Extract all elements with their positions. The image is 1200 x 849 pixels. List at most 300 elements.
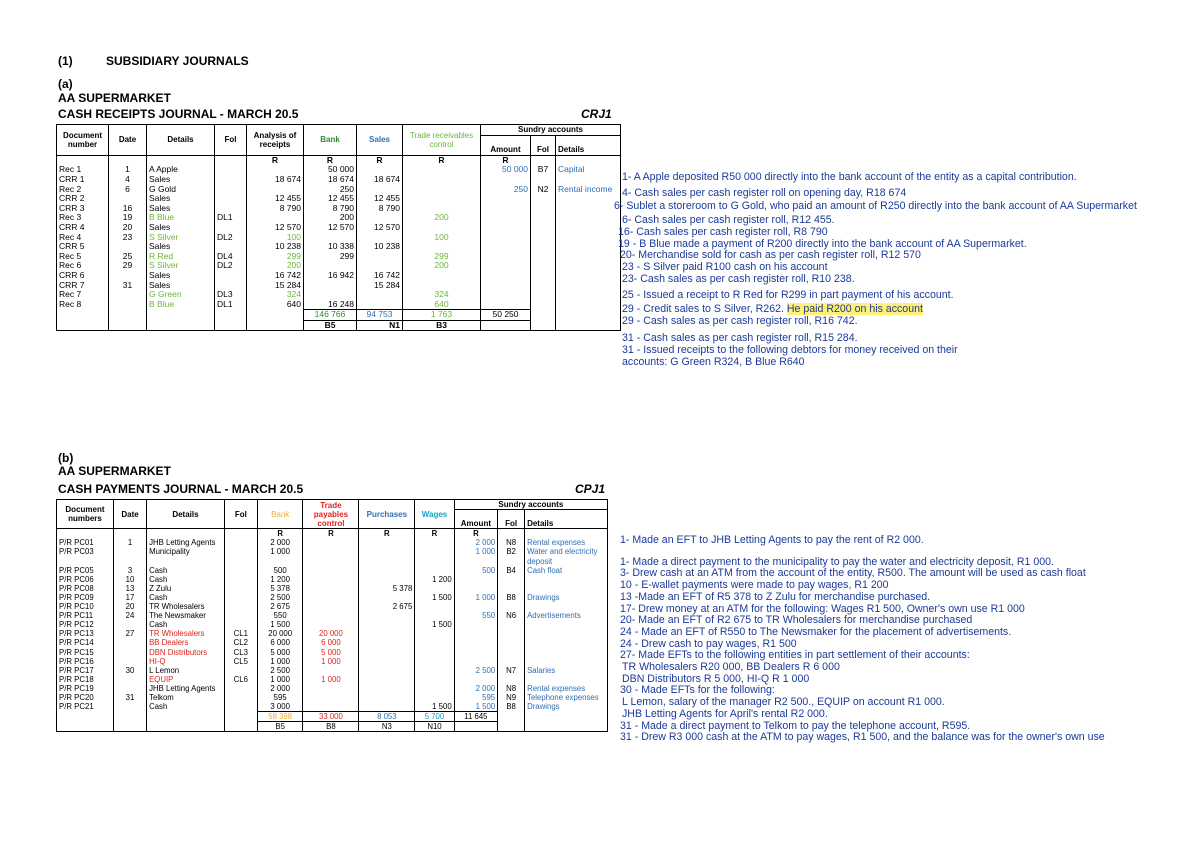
part-b-company: AA SUPERMARKET [58, 464, 171, 478]
cell-purchases: 2 675 [359, 602, 415, 611]
cell-date [113, 702, 146, 712]
cell-sales [357, 185, 403, 195]
cell-details: Cash [147, 620, 225, 629]
cell-date: 24 [113, 611, 146, 620]
crj-header-sdetails: Details [556, 145, 621, 155]
cell-trade [403, 194, 481, 204]
cpj-folio-purchases: N3 [359, 722, 415, 732]
cell-bank [257, 557, 303, 566]
cell-trade [303, 547, 359, 556]
cell-bank: 1 200 [257, 575, 303, 584]
cell-doc: P/R PC13 [59, 629, 94, 639]
cell-trade: 1 000 [303, 657, 359, 666]
table-row [57, 213, 621, 223]
cell-details: Sales [147, 204, 215, 214]
cell-date: 16 [109, 204, 147, 214]
cell-sdetails: Capital [556, 165, 621, 175]
cell-date: 30 [113, 666, 146, 675]
cell-sfol [531, 300, 556, 310]
cell-sales: 16 742 [357, 271, 403, 281]
cell-doc: P/R PC05 [59, 565, 94, 575]
table-row [57, 611, 608, 620]
currency-label: R [303, 529, 359, 539]
cell-sdetails: Telephone expenses [525, 693, 608, 702]
cell-bank [304, 233, 357, 243]
table-row [57, 290, 621, 300]
currency-label: R [357, 155, 403, 165]
cell-amount [481, 223, 531, 233]
cell-doc: Rec 6 [59, 261, 82, 271]
cell-wages: 1 200 [415, 575, 454, 584]
cell-bank: 2 500 [257, 666, 303, 675]
note-line: DBN Distributors R 5 000, HI-Q R 1 000 [622, 672, 810, 685]
crj-total-sales: 94 753 [357, 310, 403, 321]
cell-trade [403, 271, 481, 281]
note-line: 25 - Issued a receipt to R Red for R299 in part payment of his account. [622, 289, 954, 302]
cell-date: 25 [109, 252, 147, 262]
cell-date: 31 [109, 281, 147, 291]
note-line: 4- Cash sales per cash register roll on opening day, R18 674 [622, 186, 907, 199]
cell-bank: 5 378 [257, 584, 303, 593]
cell-bank: 2 500 [257, 593, 303, 602]
table-row [57, 566, 608, 575]
part-a-journal-code: CRJ1 [581, 107, 612, 121]
note-line: 6- Sublet a storeroom to G Gold, who paid an amount of R250 directly into the bank account of AA Supermarket [614, 200, 1137, 213]
cell-wages [415, 584, 454, 593]
cpj-total-bank: 58 398 [257, 712, 303, 722]
cell-fol [224, 693, 257, 702]
cpj-folio-trade: B8 [303, 722, 359, 732]
cell-sales: 12 455 [357, 194, 403, 204]
cell-amount: 500 [454, 566, 497, 575]
cell-details: A Apple [147, 165, 215, 175]
cell-doc: P/R PC09 [59, 592, 94, 602]
cpj-header-purchases: Purchases [359, 500, 415, 529]
cell-sdetails [556, 204, 621, 214]
cpj-total-amount: 11 645 [454, 712, 497, 722]
cell-date [113, 648, 146, 657]
cell-date: 29 [109, 261, 147, 271]
cell-trade: 20 000 [303, 629, 359, 638]
cell-details [147, 557, 225, 566]
cell-fol [215, 175, 247, 185]
cell-bank: 18 674 [304, 175, 357, 185]
cell-wages: 1 500 [415, 702, 454, 712]
cell-sdetails: Water and electricity [525, 547, 608, 556]
cell-bank: 595 [257, 693, 303, 702]
cell-sdetails: Drawings [525, 702, 608, 712]
cell-sfol [498, 584, 525, 593]
currency-label: R [481, 155, 531, 165]
cell-trade [303, 575, 359, 584]
note-line: 19 - B Blue made a payment of R200 directly into the bank account of AA Supermarket. [618, 237, 1027, 250]
cell-bank: 500 [257, 566, 303, 575]
note-line: JHB Letting Agents for April's rental R2 000. [622, 707, 828, 720]
cell-trade [303, 611, 359, 620]
cell-details: B Blue [147, 300, 215, 310]
cell-sfol [531, 223, 556, 233]
crj-total-amount: 50 250 [481, 310, 531, 321]
cell-sfol: N8 [498, 538, 525, 547]
cell-wages [415, 666, 454, 675]
cell-trade [403, 165, 481, 175]
cell-details: JHB Letting Agents [147, 684, 225, 693]
currency-label: R [454, 529, 497, 539]
note-line: 10 - E-wallet payments were made to pay wages, R1 200 [620, 579, 889, 592]
cell-amount [454, 602, 497, 611]
cell-fol: DL2 [215, 233, 247, 243]
cell-wages: 1 500 [415, 620, 454, 629]
cell-sfol: N8 [498, 684, 525, 693]
cell-sdetails [556, 233, 621, 243]
cell-date: 1 [109, 165, 147, 175]
cell-details: Sales [147, 271, 215, 281]
note-line: 31 - Made a direct payment to Telkom to pay the telephone account, R595. [620, 719, 971, 732]
cell-date [109, 271, 147, 281]
cell-analysis: 100 [247, 233, 304, 243]
cell-date: 27 [113, 629, 146, 638]
cell-trade: 200 [403, 213, 481, 223]
crj-header-bank: Bank [304, 125, 357, 156]
cell-purchases [359, 593, 415, 602]
cell-wages: 1 500 [415, 593, 454, 602]
cell-date [113, 684, 146, 693]
cell-trade [303, 584, 359, 593]
cell-analysis: 15 284 [247, 281, 304, 291]
cell-wages [415, 538, 454, 547]
cell-fol: CL6 [224, 675, 257, 684]
cell-date: 23 [109, 233, 147, 243]
cell-date [113, 620, 146, 629]
cash-payments-journal-table [56, 499, 608, 732]
cell-trade [303, 684, 359, 693]
cell-doc: P/R PC12 [59, 620, 94, 630]
crj-header-trade: Trade receivables control [403, 125, 481, 156]
note-line: 31 - Cash sales as per cash register roll, R15 284. [622, 332, 858, 345]
cell-purchases [359, 538, 415, 547]
cpj-header-date: Date [113, 500, 146, 529]
cell-fol: DL4 [215, 252, 247, 262]
cell-details: L Lemon [147, 666, 225, 675]
cell-details: Sales [147, 194, 215, 204]
crj-header-sales: Sales [357, 125, 403, 156]
cell-sales [357, 261, 403, 271]
cell-wages [415, 684, 454, 693]
table-row [57, 261, 621, 271]
cell-bank: 5 000 [257, 648, 303, 657]
cell-trade [403, 242, 481, 252]
cell-details: TR Wholesalers [147, 602, 225, 611]
cell-sfol [531, 242, 556, 252]
table-row [57, 252, 621, 262]
cell-sdetails [556, 281, 621, 291]
cell-amount [454, 620, 497, 629]
cell-details: G Gold [147, 185, 215, 195]
cell-bank: 16 248 [304, 300, 357, 310]
note-line: 13 -Made an EFT of R5 378 to Z Zulu for merchandise purchased. [620, 590, 931, 603]
cell-sdetails [556, 175, 621, 185]
cpj-header-details: Details [147, 500, 225, 529]
cell-doc: CRR 1 [59, 174, 85, 184]
cell-doc: Rec 8 [59, 299, 82, 309]
crj-header-fol: Fol [215, 125, 247, 156]
crj-total-bank: 146 766 [304, 310, 357, 321]
table-row [57, 602, 608, 611]
cell-purchases [359, 547, 415, 556]
cell-sales: 10 238 [357, 242, 403, 252]
cell-sdetails [556, 223, 621, 233]
cell-amount: 50 000 [481, 165, 531, 175]
cell-date: 19 [109, 213, 147, 223]
cell-date [109, 242, 147, 252]
cell-amount [454, 584, 497, 593]
cell-trade [303, 538, 359, 547]
cell-sfol [498, 638, 525, 647]
cell-doc: CRR 2 [59, 194, 85, 204]
cell-sfol [498, 620, 525, 629]
cell-sales [357, 300, 403, 310]
table-row [57, 675, 608, 684]
cell-doc: CRR 3 [59, 203, 85, 213]
cell-amount [454, 575, 497, 584]
cell-fol: DL1 [215, 213, 247, 223]
cell-sfol: B4 [498, 566, 525, 575]
cpj-header-doc: Document numbers [65, 505, 105, 524]
cell-trade [303, 693, 359, 702]
cell-sfol [531, 281, 556, 291]
cell-trade [403, 185, 481, 195]
cell-sfol: B2 [498, 547, 525, 556]
cell-purchases: 5 378 [359, 584, 415, 593]
cell-sales [357, 252, 403, 262]
cell-sdetails [556, 261, 621, 271]
cell-doc: P/R PC20 [59, 692, 94, 702]
cell-wages [415, 638, 454, 647]
cell-amount [481, 290, 531, 300]
cpj-folio-bank: B5 [257, 722, 303, 732]
cell-bank: 1 000 [257, 657, 303, 666]
note-line [622, 304, 1137, 316]
cell-purchases [359, 702, 415, 712]
cell-date: 31 [113, 693, 146, 702]
cell-bank: 2 000 [257, 538, 303, 547]
cell-analysis: 10 238 [247, 242, 304, 252]
note-line: 16- Cash sales per cash register roll, R8 790 [618, 225, 828, 238]
cell-doc: CRR 6 [59, 270, 85, 280]
cell-analysis: 16 742 [247, 271, 304, 281]
note-line: TR Wholesalers R20 000, BB Dealers R 6 000 [622, 661, 840, 674]
cell-details: Z Zulu [147, 584, 225, 593]
cell-doc: P/R PC17 [59, 665, 94, 675]
note-line: 31 - Drew R3 000 cash at the ATM to pay wages, R1 500, and the balance was for the owner's own use [620, 731, 1105, 744]
crj-header-date: Date [109, 125, 147, 156]
cpj-total-wages: 5 700 [415, 712, 454, 722]
table-row [57, 223, 621, 233]
currency-label: R [415, 529, 454, 539]
cell-amount [481, 271, 531, 281]
table-row [57, 233, 621, 243]
cell-fol [215, 271, 247, 281]
crj-notes [614, 171, 1137, 369]
cell-bank: 1 000 [257, 547, 303, 556]
cell-sdetails [525, 584, 608, 593]
crj-header-sundry: Sundry accounts [481, 125, 621, 136]
note-line: 1- A Apple deposited R50 000 directly into the bank account of the entity as a capital contribution. [622, 171, 1077, 183]
cell-doc: P/R PC18 [59, 674, 94, 684]
cell-bank: 3 000 [257, 702, 303, 712]
cell-wages [415, 566, 454, 575]
cell-trade: 299 [403, 252, 481, 262]
cell-sdetails [556, 194, 621, 204]
cell-details: Municipality [147, 547, 225, 556]
cpj-total-purchases: 8 053 [359, 712, 415, 722]
cell-trade: 5 000 [303, 648, 359, 657]
cell-bank: 12 455 [304, 194, 357, 204]
cell-fol [215, 281, 247, 291]
cpj-header-fol: Fol [224, 500, 257, 529]
cell-details: JHB Letting Agents [147, 538, 225, 547]
cell-fol: DL1 [215, 300, 247, 310]
cell-amount: 2 500 [454, 666, 497, 675]
table-row [57, 165, 621, 175]
cell-doc: P/R PC06 [59, 574, 94, 584]
cell-sdetails: Rental expenses [525, 684, 608, 693]
table-row [57, 185, 621, 195]
cell-sales: 18 674 [357, 175, 403, 185]
cell-date [113, 547, 146, 556]
cell-purchases [359, 638, 415, 647]
cell-sdetails [525, 675, 608, 684]
note-line: 1- Made a direct payment to the municipality to pay the water and electricity deposit, R1 000. [620, 555, 1054, 568]
cell-sdetails [525, 629, 608, 638]
cell-fol: DL3 [215, 290, 247, 300]
note-line: 30 - Made EFTs for the following: [620, 684, 775, 697]
cell-analysis: 324 [247, 290, 304, 300]
cell-fol: CL5 [224, 657, 257, 666]
cell-fol [215, 223, 247, 233]
currency-label: R [403, 155, 481, 165]
cell-fol [224, 557, 257, 566]
cell-sfol [531, 252, 556, 262]
cpj-header-amount: Amount [454, 519, 497, 529]
cell-bank: 8 790 [304, 204, 357, 214]
cell-bank: 1 500 [257, 620, 303, 629]
cell-doc: Rec 4 [59, 232, 82, 242]
cell-date [113, 675, 146, 684]
cell-date: 20 [109, 223, 147, 233]
cell-wages [415, 693, 454, 702]
cell-doc: P/R PC11 [59, 611, 94, 621]
cell-purchases [359, 557, 415, 566]
cell-doc: Rec 5 [59, 251, 82, 261]
crj-folio-trade: B3 [403, 320, 481, 331]
cell-doc: P/R PC16 [59, 656, 94, 666]
note-line: 20- Made an EFT of R2 675 to TR Wholesalers for merchandise purchased [620, 614, 973, 627]
table-row [57, 204, 621, 214]
cell-sfol: N7 [498, 666, 525, 675]
cpj-notes [620, 535, 1105, 744]
cell-trade [303, 566, 359, 575]
cell-sales [357, 233, 403, 243]
cell-sfol [498, 575, 525, 584]
cell-sdetails [556, 300, 621, 310]
cell-doc: CRR 4 [59, 222, 85, 232]
cell-sales: 8 790 [357, 204, 403, 214]
cell-trade: 6 000 [303, 638, 359, 647]
cell-sdetails [525, 638, 608, 647]
cell-trade [303, 620, 359, 629]
cpj-total-trade: 33 000 [303, 712, 359, 722]
part-a-company: AA SUPERMARKET [58, 91, 171, 105]
cell-sdetails [525, 575, 608, 584]
cell-amount: 550 [454, 611, 497, 620]
crj-header-details: Details [147, 125, 215, 156]
cell-fol [215, 242, 247, 252]
cell-doc: CRR 5 [59, 242, 85, 252]
cell-purchases [359, 693, 415, 702]
cell-purchases [359, 666, 415, 675]
cell-purchases [359, 629, 415, 638]
cell-bank: 550 [257, 611, 303, 620]
cell-details: HI-Q [147, 657, 225, 666]
cell-amount [481, 261, 531, 271]
cell-doc: P/R PC19 [59, 683, 94, 693]
cell-fol [224, 547, 257, 556]
part-a-label: (a) [58, 77, 73, 91]
cell-date [109, 290, 147, 300]
cell-sfol [498, 675, 525, 684]
table-row [57, 648, 608, 657]
cell-bank: 1 000 [257, 675, 303, 684]
cell-sfol [531, 204, 556, 214]
cell-amount [454, 557, 497, 566]
cell-date [113, 657, 146, 666]
cell-sdetails: Rental expenses [525, 538, 608, 547]
cell-date: 1 [113, 538, 146, 547]
cell-sfol [498, 648, 525, 657]
crj-folio-bank: B5 [304, 320, 357, 331]
table-row [57, 300, 621, 310]
cell-fol [224, 584, 257, 593]
cell-details: Sales [147, 242, 215, 252]
cell-details: G Green [147, 290, 215, 300]
cell-amount: 595 [454, 693, 497, 702]
cell-wages [415, 675, 454, 684]
cell-sfol [531, 271, 556, 281]
cell-bank: 16 942 [304, 271, 357, 281]
cell-details: EQUIP [147, 675, 225, 684]
cell-doc: Rec 2 [59, 184, 82, 194]
cell-date [109, 300, 147, 310]
cell-sfol [531, 213, 556, 223]
cell-fol [215, 165, 247, 175]
cell-wages [415, 557, 454, 566]
cell-analysis: 8 790 [247, 204, 304, 214]
note-line: 29 - Cash sales as per cash register roll, R16 742. [622, 314, 858, 327]
cell-sales [357, 290, 403, 300]
part-b-journal-code: CPJ1 [575, 482, 606, 496]
cell-doc: Rec 3 [59, 213, 82, 223]
cell-date: 6 [109, 185, 147, 195]
cell-bank [304, 261, 357, 271]
cell-fol [215, 204, 247, 214]
cell-sdetails: deposit [525, 557, 608, 566]
cell-date: 20 [113, 602, 146, 611]
cpj-header-sdetails: Details [525, 519, 608, 529]
note-line: 24 - Drew cash to pay wages, R1 500 [620, 637, 797, 650]
cpj-header-trade: Trade payables control [303, 500, 359, 529]
table-row [57, 638, 608, 647]
